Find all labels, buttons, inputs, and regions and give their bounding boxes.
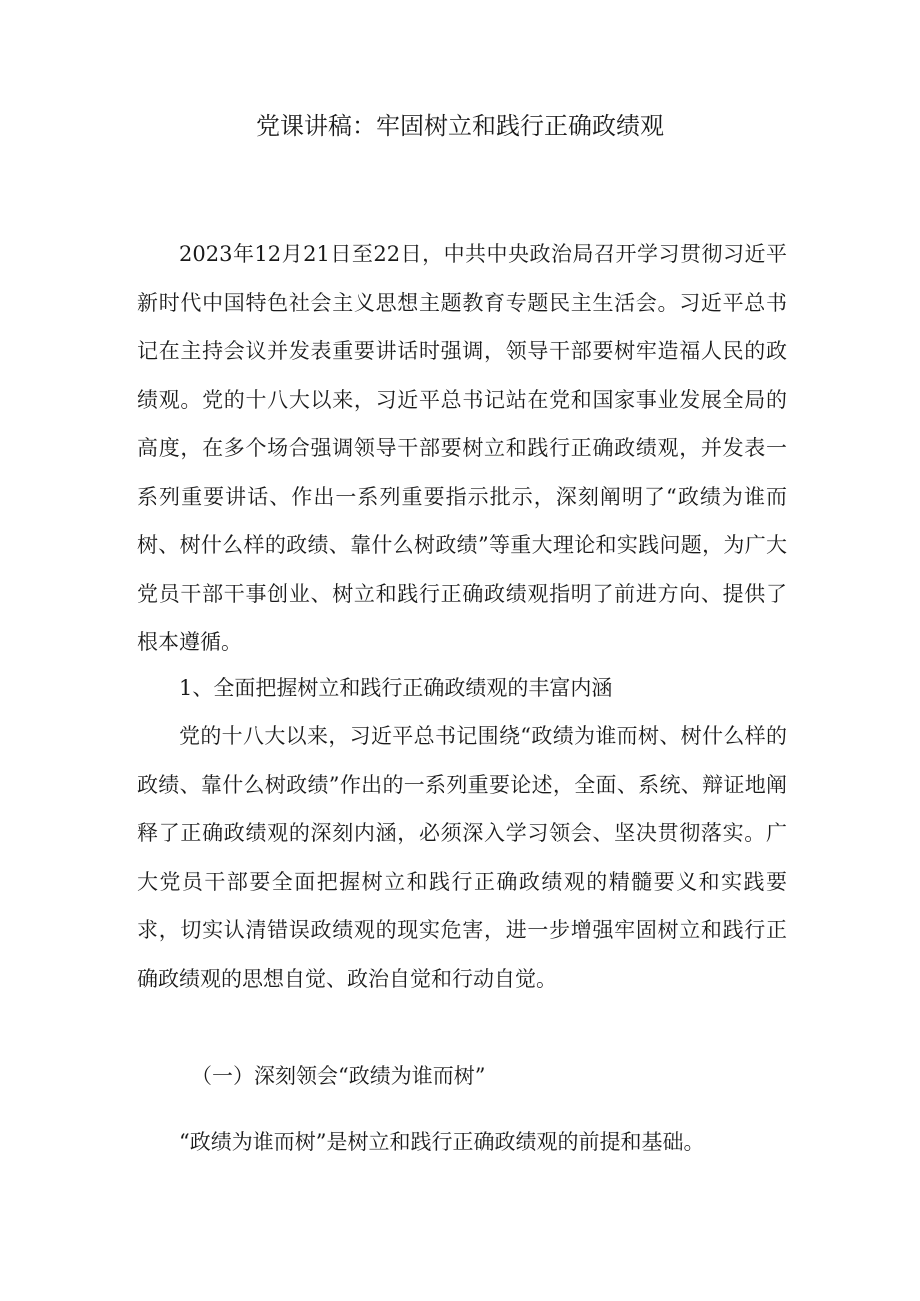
section-heading-1: 1、全面把握树立和践行正确政绩观的丰富内涵 <box>179 676 613 700</box>
paragraph-section-1: 党的十八大以来，习近平总书记围绕“政绩为谁而树、树什么样的政绩、靠什么树政绩”作出的一系列重要论述，全面、系统、辩证地阐释了正确政绩观的深刻内涵，必须深入学习领会、坚决贯彻落实。广大党员干部要全面把握树立和践行正确政绩观的精髓要义和实践要求，切实认清错误政绩观的现实危害，进一步增强牢固树立和践行正确政绩观的思想自觉、政治自觉和行动自觉。 <box>137 724 787 991</box>
paragraph-intro: 2023年12月21日至22日，中共中央政治局召开学习贯彻习近平新时代中国特色社会主义思想主题教育专题民主生活会。习近平总书记在主持会议并发表重要讲话时强调，领导干部要树牢造福人民的政绩观。党的十八大以来，习近平总书记站在党和国家事业发展全局的高度，在多个场合强调领导干部要树立和践行正确政绩观，并发表一系列重要讲话、作出一系列重要指示批示，深刻阐明了“政绩为谁而树、树什么样的政绩、靠什么树政绩”等重大理论和实践问题，为广大党员干部干事创业、树立和践行正确政绩观指明了前进方向、提供了根本遵循。 <box>137 242 787 654</box>
subsection-heading-1: （一）深刻领会“政绩为谁而树” <box>191 1064 486 1088</box>
document-title: 党课讲稿：牢固树立和践行正确政绩观 <box>256 112 664 140</box>
paragraph-subsection-1: “政绩为谁而树”是树立和践行正确政绩观的前提和基础。 <box>179 1130 705 1154</box>
